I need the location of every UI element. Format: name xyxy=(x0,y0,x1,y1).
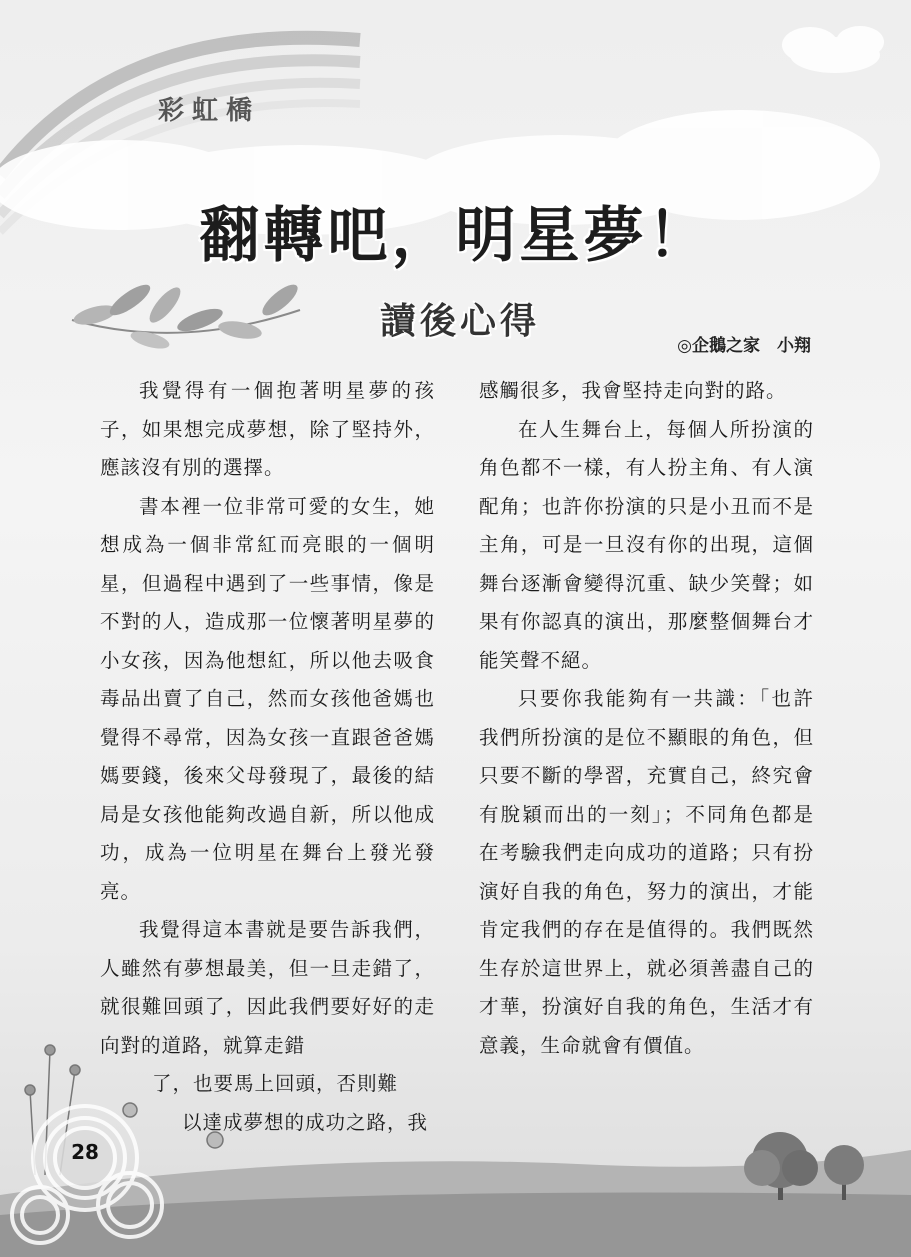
paragraph: 在人生舞台上，每個人所扮演的角色都不一樣，有人扮主角、有人演配角；也許你扮演的只是小丑而不是主角，可是一旦沒有你的出現，這個舞台逐漸會變得沉重、缺少笑聲；如果有你認真的演出，那麼整個舞台才能笑聲不絕。 xyxy=(479,417,814,672)
left-column xyxy=(100,372,435,1142)
page-title: 翻轉吧，明星夢！ xyxy=(199,201,712,271)
paragraph: 書本裡一位非常可愛的女生，她想成為一個非常紅而亮眼的一個明星，但過程中遇到了一些事情，像是不對的人，造成那一位懷著明星夢的小女孩，因為他想紅，所以他去吸食毒品出賣了自己，然而女孩他爸媽也覺得不尋常，因為女孩一直跟爸爸媽媽要錢，後來父母發現了，最後的結局是女孩他能夠改過自新，所以他成功，成為一位明星在舞台上發光發亮。 xyxy=(100,494,435,903)
section-label: 彩虹橋 xyxy=(158,96,261,126)
paragraph-continuation: 以達成夢想的成功之路，我 xyxy=(182,1110,429,1134)
paragraph-continuation: 了，也要馬上回頭，否則難 xyxy=(152,1072,399,1095)
paragraph: 感觸很多，我會堅持走向對的路。 xyxy=(479,379,787,402)
paragraph: 只要你我能夠有一共識：「也許我們所扮演的是位不顯眼的角色，但只要不斷的學習，充實自己，終究會有脫穎而出的一刻」；不同角色都是在考驗我們走向成功的道路；只有扮演好自我的角色，努力的演出，才能肯定我們的存在是值得的。我們既然生存於這世界上，就必須善盡自己的才華，扮演好自我的角色，生活才有意義，生命就會有價值。 xyxy=(479,687,814,1057)
subtitle: 讀後心得 xyxy=(380,301,541,342)
leaf-branch-icon xyxy=(72,280,302,352)
paragraph: 我覺得有一個抱著明星夢的孩子，如果想完成夢想，除了堅持外，應該沒有別的選擇。 xyxy=(100,379,435,479)
author-byline: ◎企鵝之家 小翔 xyxy=(677,336,811,356)
page-number: 28 xyxy=(71,1140,99,1164)
paragraph: 我覺得這本書就是要告訴我們，人雖然有夢想最美，但一旦走錯了，就很難回頭了，因此我們要好好的走向對的道路，就算走錯 xyxy=(100,918,435,1057)
right-column xyxy=(479,372,814,1065)
